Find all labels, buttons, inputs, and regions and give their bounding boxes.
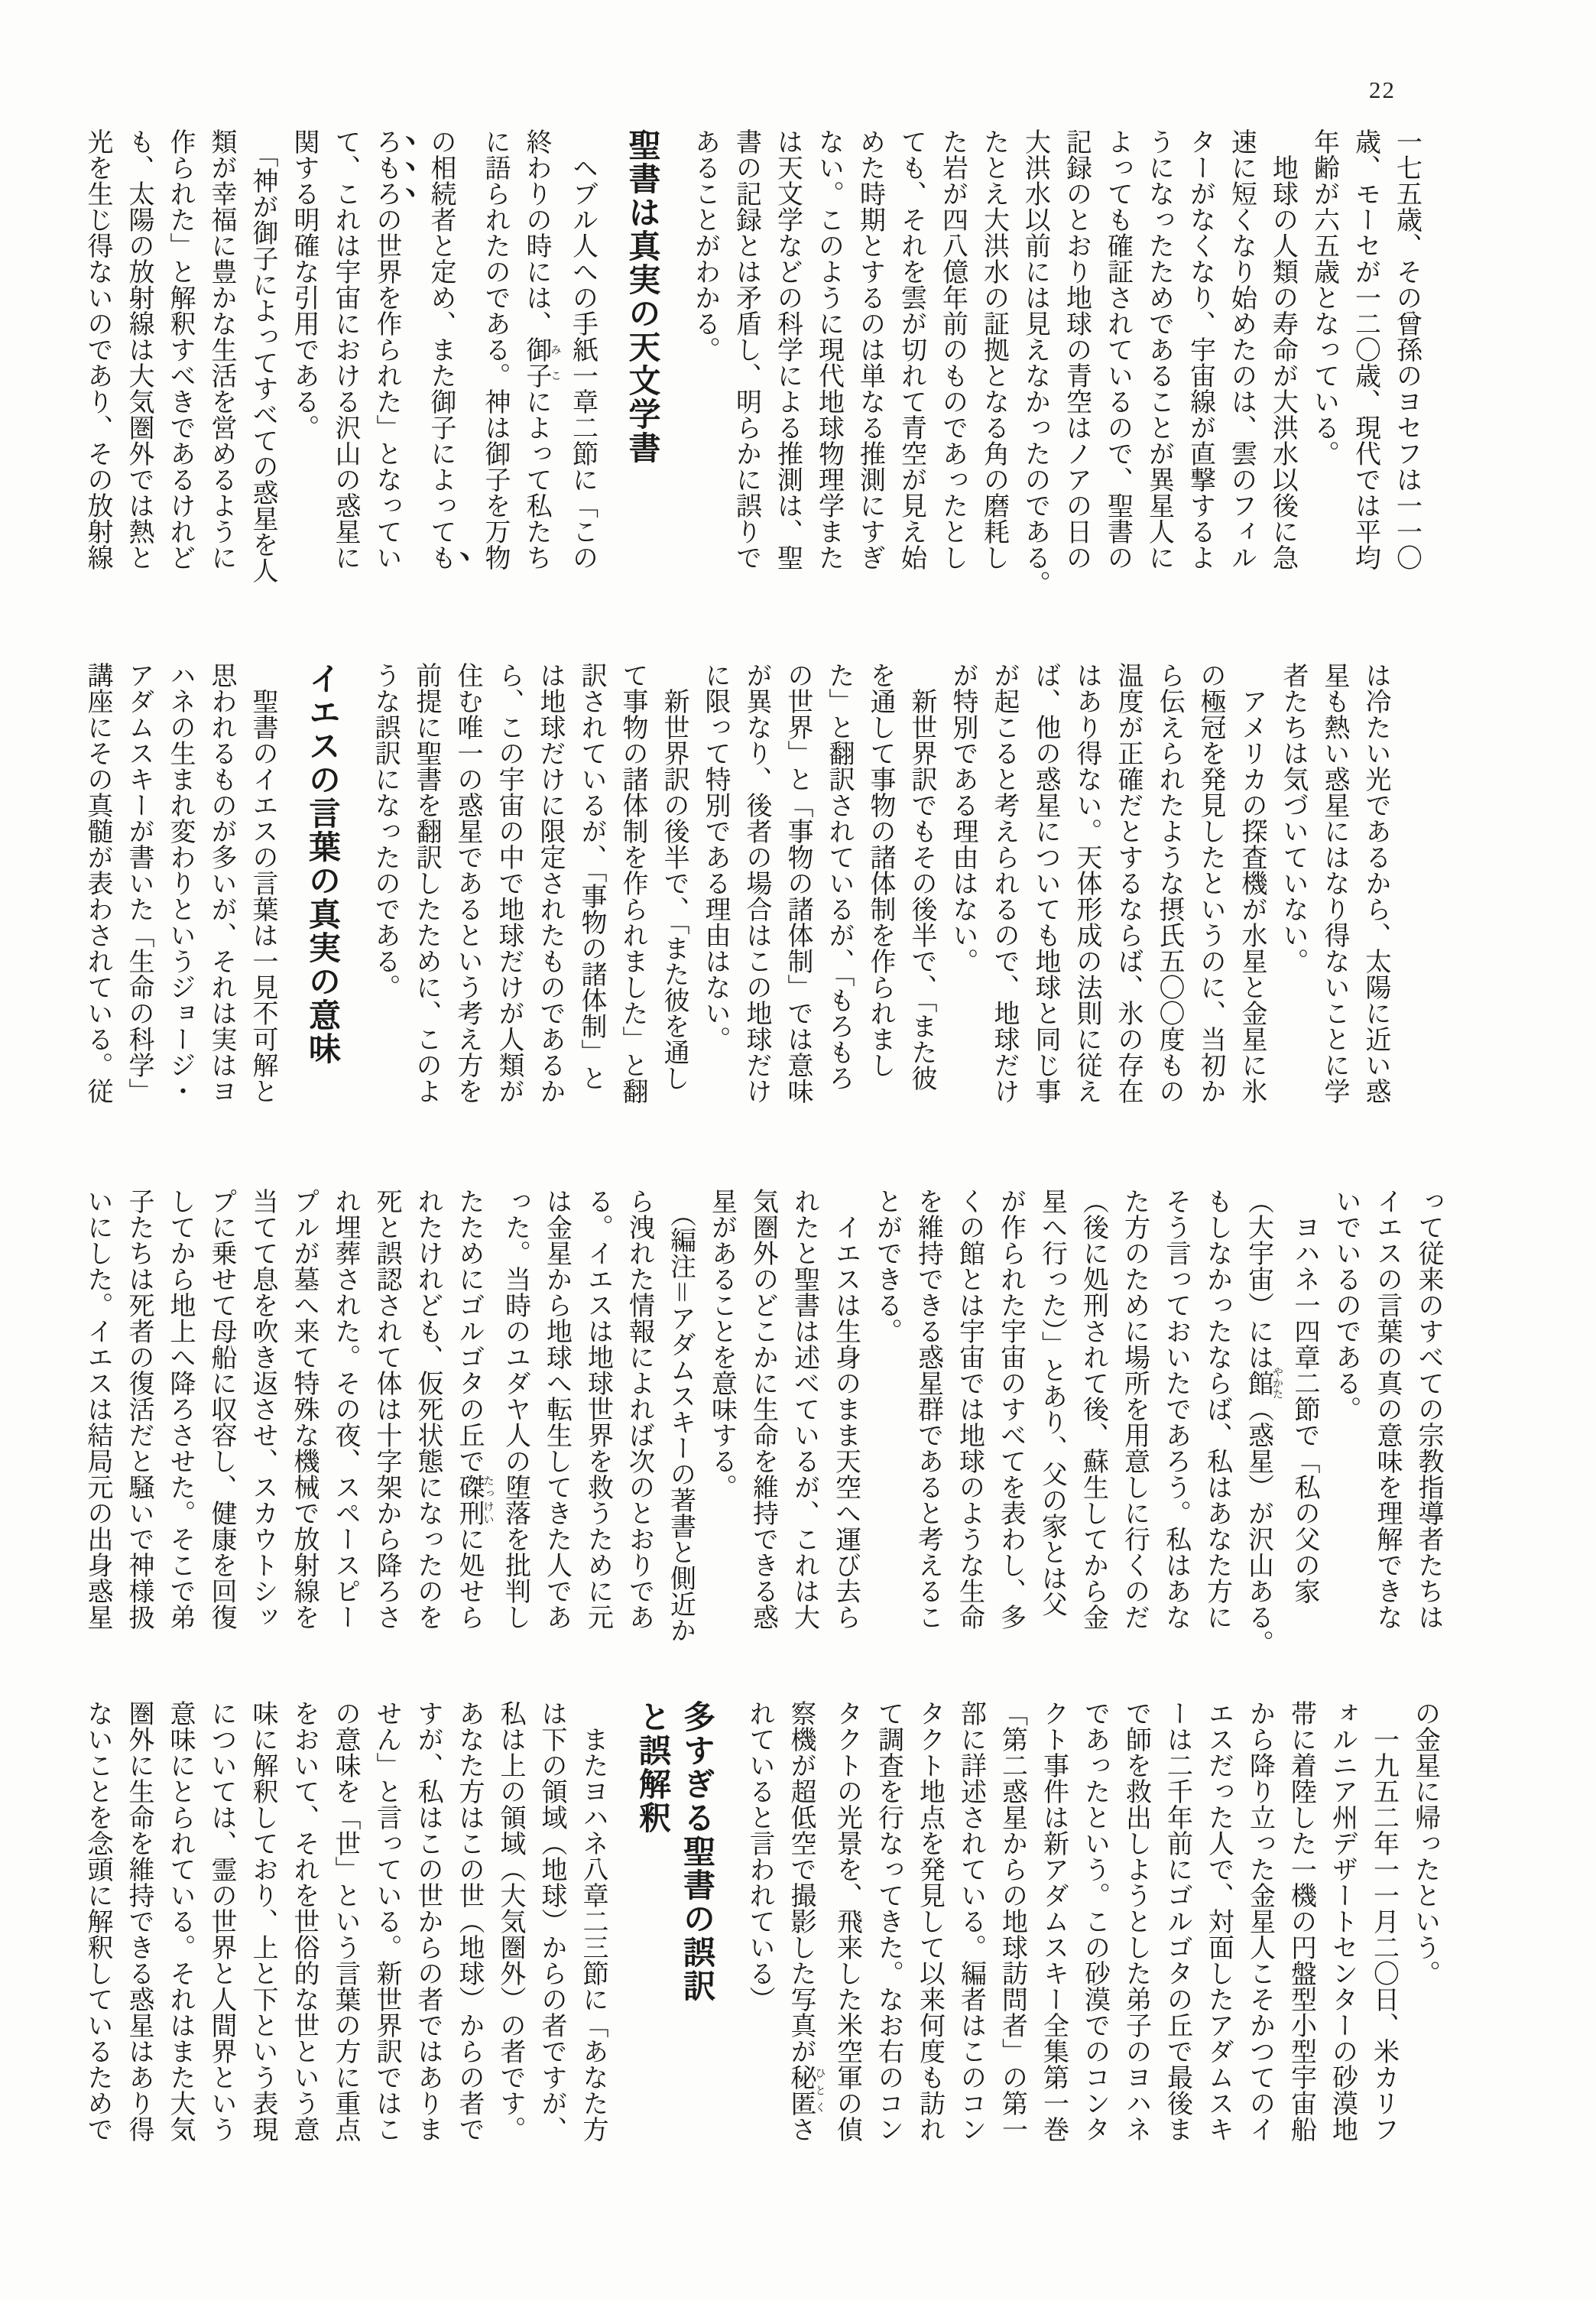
- text-column: をおいて、それを世俗的な世という意: [290, 1700, 318, 2142]
- text-column: 記録のとおり地球の青空はノアの日の: [1062, 128, 1091, 570]
- text-column: たためにゴルゴタの丘で磔刑たっけいに処せら: [455, 1188, 495, 1630]
- text-column: た岩が四八億年前のものであったとし: [938, 128, 967, 570]
- text-column: せん」と言っている。新世界訳ではこ: [372, 1700, 401, 2142]
- text-column: ォルニア州デザートセンターの砂漠地: [1328, 1700, 1357, 2142]
- text-column: て事物の諸体制を作られました」と翻: [618, 662, 647, 1104]
- text-column: が起こると考えられるので、地球だけ: [990, 662, 1018, 1104]
- text-band-1: [76, 128, 1427, 596]
- text-column: アメリカの探査機が水星と金星に氷: [1238, 662, 1266, 1104]
- text-column: ーは二千年前にゴルゴタの丘で最後ま: [1163, 1700, 1192, 2142]
- text-column: 星があることを意味する。: [707, 1188, 736, 1500]
- text-column: タクトの光景を、飛来した米空軍の偵: [832, 1700, 861, 2142]
- text-column: れたと聖書は述べているが、これは大: [790, 1188, 819, 1630]
- text-column: してから地上へ降ろさせた。そこで弟: [166, 1188, 194, 1630]
- text-column: 一九五二年一一月二〇日、米カリフ: [1369, 1700, 1398, 2142]
- text-column: すが、私はこの世からの者ではありま: [414, 1700, 442, 2142]
- text-column: については、霊の世界と人間界という: [207, 1700, 235, 2142]
- text-column: 子たちは死者の復活だと騒いで神様扱: [125, 1188, 153, 1630]
- text-column: プルが墓へ来て特殊な機械で放射線を: [290, 1188, 318, 1630]
- text-column: 関する明確な引用である。: [290, 128, 318, 440]
- text-column: 光を生じ得ないのであり、その放射線: [83, 128, 112, 570]
- text-column: であったという。この砂漠でのコンタ: [1080, 1700, 1109, 2142]
- text-column: ないことを念頭に解釈しているためで: [83, 1700, 112, 2142]
- text-column: イエスの言葉の真の意味を理解できな: [1373, 1188, 1401, 1630]
- text-band-3: [76, 1188, 1448, 1656]
- text-column: は冷たい光であるから、太陽に近い惑: [1361, 662, 1390, 1104]
- text-column: れていると言われている）: [745, 1700, 774, 2012]
- page-content: [76, 128, 1452, 2153]
- text-column: 者たちは気づいていない。: [1279, 662, 1307, 974]
- text-column: よっても確証されているので、聖書の: [1103, 128, 1132, 570]
- text-column: 年齢が六五歳となっている。: [1309, 128, 1338, 466]
- text-column: ら伝えられたような摂氏五〇〇度もの: [1155, 662, 1183, 1104]
- text-column: ない。このように現代地球物理学また: [814, 128, 843, 570]
- text-column: 意味にとられている。それはまた大気: [166, 1700, 194, 2142]
- text-column: る。イエスは地球世界を救うために元: [583, 1188, 612, 1630]
- text-column: 新世界訳でもその後半で、「また彼: [907, 662, 936, 1091]
- text-column: から降り立った金星人こそかつてのイ: [1245, 1700, 1274, 2142]
- text-column: たとえ大洪水の証拠となる角の磨耗し: [979, 128, 1008, 570]
- text-column: タクト地点を発見して以来何度も訪れ: [915, 1700, 944, 2142]
- text-column: を維持できる惑星群であると考えるこ: [913, 1188, 942, 1630]
- text-column: 思われるものが多いが、それは実はヨ: [207, 662, 235, 1104]
- text-column: ら、この宇宙の中で地球だけが人類が: [495, 662, 523, 1104]
- text-column: 類が幸福に豊かな生活を営めるように: [207, 128, 235, 570]
- text-column: の相続者と定め、また御子によっても: [427, 128, 455, 570]
- text-column: ても、それを雲が切れて青空が見え始: [897, 128, 926, 570]
- text-column: とができる。: [872, 1188, 901, 1344]
- text-column: は下の領域（地球）からの者ですが、: [537, 1700, 566, 2142]
- text-column: めた時期とするのは単なる推測にすぎ: [855, 128, 884, 570]
- text-column: た方のために場所を用意しに行くのだ: [1120, 1188, 1149, 1630]
- text-column: 私は上の領域（大気圏外）の者です。: [496, 1700, 524, 2142]
- text-column: の意味を「世」という言葉の方に重点: [331, 1700, 359, 2142]
- text-band-2: [76, 662, 1396, 1115]
- text-column: 一七五歳、その曾孫のヨセフは一一〇: [1392, 128, 1421, 570]
- text-column: 住む唯一の惑星であるという考え方を: [453, 662, 482, 1104]
- text-column: プに乗せて母船に収容し、健康を回復: [207, 1188, 235, 1630]
- text-column: エスだった人で、対面したアダムスキ: [1204, 1700, 1233, 2142]
- text-column: 作られた」と解釈すべきであるけれど: [166, 128, 194, 570]
- text-column: ヘブル人への手紙一章二節に「この: [568, 128, 597, 570]
- text-column: 歳、モーセが一二〇歳、現代では平均: [1351, 128, 1380, 570]
- text-column: ハネの生まれ変わりというジョージ・: [166, 662, 194, 1104]
- text-column: が特別である理由はない。: [949, 662, 977, 974]
- text-column: 聖書のイエスの言葉は一見不可解と: [248, 662, 277, 1104]
- page-number: 22: [1369, 76, 1396, 103]
- section-heading: 多すぎる聖書の誤訳と誤解釈: [634, 1700, 714, 2003]
- text-column: 味に解釈しており、上と下という表現: [248, 1700, 277, 2142]
- text-column: 温度が正確だとするならば、氷の存在: [1114, 662, 1142, 1104]
- text-column: ば、他の惑星についても地球と同じ事: [1031, 662, 1059, 1104]
- text-column: は天文学などの科学による推測は、聖: [773, 128, 802, 570]
- text-column: あなた方はこの世（地球）からの者で: [455, 1700, 483, 2142]
- text-column: 察機が超低空で撮影した写真が秘匿ひとくさ: [787, 1700, 826, 2142]
- text-column: うな誤訳になったのである。: [371, 662, 399, 1000]
- text-column: た」と翻訳されているが、「もろもろ: [825, 662, 853, 1091]
- text-column: の極冠を発見したというのに、当初か: [1196, 662, 1225, 1104]
- text-column: で師を救出しようとした弟子のヨハネ: [1121, 1700, 1150, 2142]
- text-column: 星へ行った）」とあり、父の家とは父: [1037, 1188, 1066, 1617]
- text-column: 大洪水以前には見えなかったのである。: [1020, 128, 1049, 596]
- text-column: イエスは生身のまま天空へ運び去ら: [831, 1188, 860, 1630]
- text-column: ら洩れた情報によれば次のとおりであ: [624, 1188, 654, 1630]
- text-column: は金星から地球へ転生してきた人であ: [542, 1188, 571, 1630]
- text-column: 速に短くなり始めたのは、雲のフィル: [1227, 128, 1256, 570]
- text-column: 終わりの時には、御子みこによって私たち: [522, 128, 562, 570]
- text-column: 星も熱い惑星にはなり得ないことに学: [1320, 662, 1348, 1104]
- text-column: 地球の人類の寿命が大洪水以後に急: [1268, 128, 1297, 570]
- text-column: 死と誤認されて体は十字架から降ろさ: [372, 1188, 401, 1630]
- text-column: が異なり、後者の場合はこの地球だけ: [742, 662, 770, 1104]
- text-band-4: [76, 1700, 1445, 2153]
- text-column: アダムスキーが書いた「生命の科学」: [125, 662, 153, 1104]
- text-column: （大宇宙）には館やかた（惑星）が沢山ある。: [1244, 1188, 1283, 1656]
- text-column: 前提に聖書を翻訳したために、このよ: [412, 662, 440, 1104]
- text-column: は地球だけに限定されたものであるか: [536, 662, 564, 1104]
- text-column: 当てて息を吹き返させ、スカウトシッ: [248, 1188, 277, 1630]
- text-column: 部に詳述されている。編者はこのコン: [956, 1700, 985, 2142]
- text-column: 気圏外のどこかに生命を維持できる惑: [748, 1188, 777, 1630]
- text-column: が作られた宇宙のすべてを表わし、多: [996, 1188, 1025, 1630]
- text-column: 圏外に生命を維持できる惑星はあり得: [125, 1700, 153, 2142]
- text-column: うになったためであることが異星人に: [1144, 128, 1173, 570]
- text-column: あることがわかる。: [690, 128, 719, 362]
- text-column: て調査を行なってきた。なお右のコン: [874, 1700, 903, 2142]
- text-column: （後に処刑されて後、蘇生してから金: [1079, 1188, 1108, 1630]
- text-column: の金星に帰ったという。: [1410, 1700, 1439, 1986]
- text-column: くの館とは宇宙では地球のような生命: [955, 1188, 984, 1630]
- text-column: クト事件は新アダムスキー全集第一巻: [1039, 1700, 1068, 2142]
- text-column: の世界」と「事物の諸体制」では意味: [783, 662, 812, 1104]
- text-column: いでいるのである。: [1332, 1188, 1360, 1422]
- text-column: 帯に着陸した一機の円盤型小型宇宙船: [1286, 1700, 1315, 2142]
- text-column: 訳されているが、「事物の諸体制」と: [577, 662, 605, 1091]
- text-column: 「神が御子によってすべての惑星を人: [248, 128, 277, 583]
- text-column: 書の記録とは矛盾し、明らかに誤りで: [732, 128, 761, 570]
- text-column: ターがなくなり、宇宙線が直撃するよ: [1186, 128, 1215, 570]
- text-column: はあり得ない。天体形成の法則に従え: [1072, 662, 1101, 1104]
- text-column: もしなかったならば、私はあなた方に: [1202, 1188, 1231, 1630]
- section-heading: 聖書は真実の天文学書: [624, 128, 660, 465]
- text-column: 講座にその真髄が表わされている。従: [83, 662, 112, 1104]
- text-column: に限って特別である理由はない。: [701, 662, 729, 1052]
- text-column: いにした。イエスは結局元の出身惑星: [83, 1188, 112, 1630]
- text-column: （編注＝アダムスキーの著書と側近か: [666, 1188, 695, 1643]
- section-heading: イエスの言葉の真実の意味: [304, 662, 339, 1066]
- text-column: そう言っておいたであろう。私はあな: [1161, 1188, 1190, 1630]
- text-column: って従来のすべての宗教指導者たちは: [1414, 1188, 1442, 1630]
- text-column: またヨハネ八章二三節に「あなた方: [579, 1700, 607, 2142]
- text-column: て、これは宇宙における沢山の惑星に: [331, 128, 359, 570]
- text-column: も、太陽の放射線は大気圏外では熱と: [125, 128, 153, 570]
- text-column: を通して事物の諸体制を作られまし: [866, 662, 894, 1078]
- text-column: 「第二惑星からの地球訪問者」の第一: [998, 1700, 1027, 2142]
- text-column: 新世界訳の後半で、「また彼を通し: [660, 662, 688, 1091]
- text-column: れ埋葬された。その夜、スペースピー: [331, 1188, 359, 1630]
- text-column: ろもろの世界を作られた」となってい: [372, 128, 401, 570]
- text-column: ヨハネ一四章二節で「私の父の家: [1290, 1188, 1319, 1604]
- text-column: った。当時のユダヤ人の堕落を批判し: [501, 1188, 530, 1630]
- text-column: に語られたのである。神は御子を万物: [481, 128, 509, 570]
- text-column: れたけれども、仮死状態になったのを: [414, 1188, 442, 1630]
